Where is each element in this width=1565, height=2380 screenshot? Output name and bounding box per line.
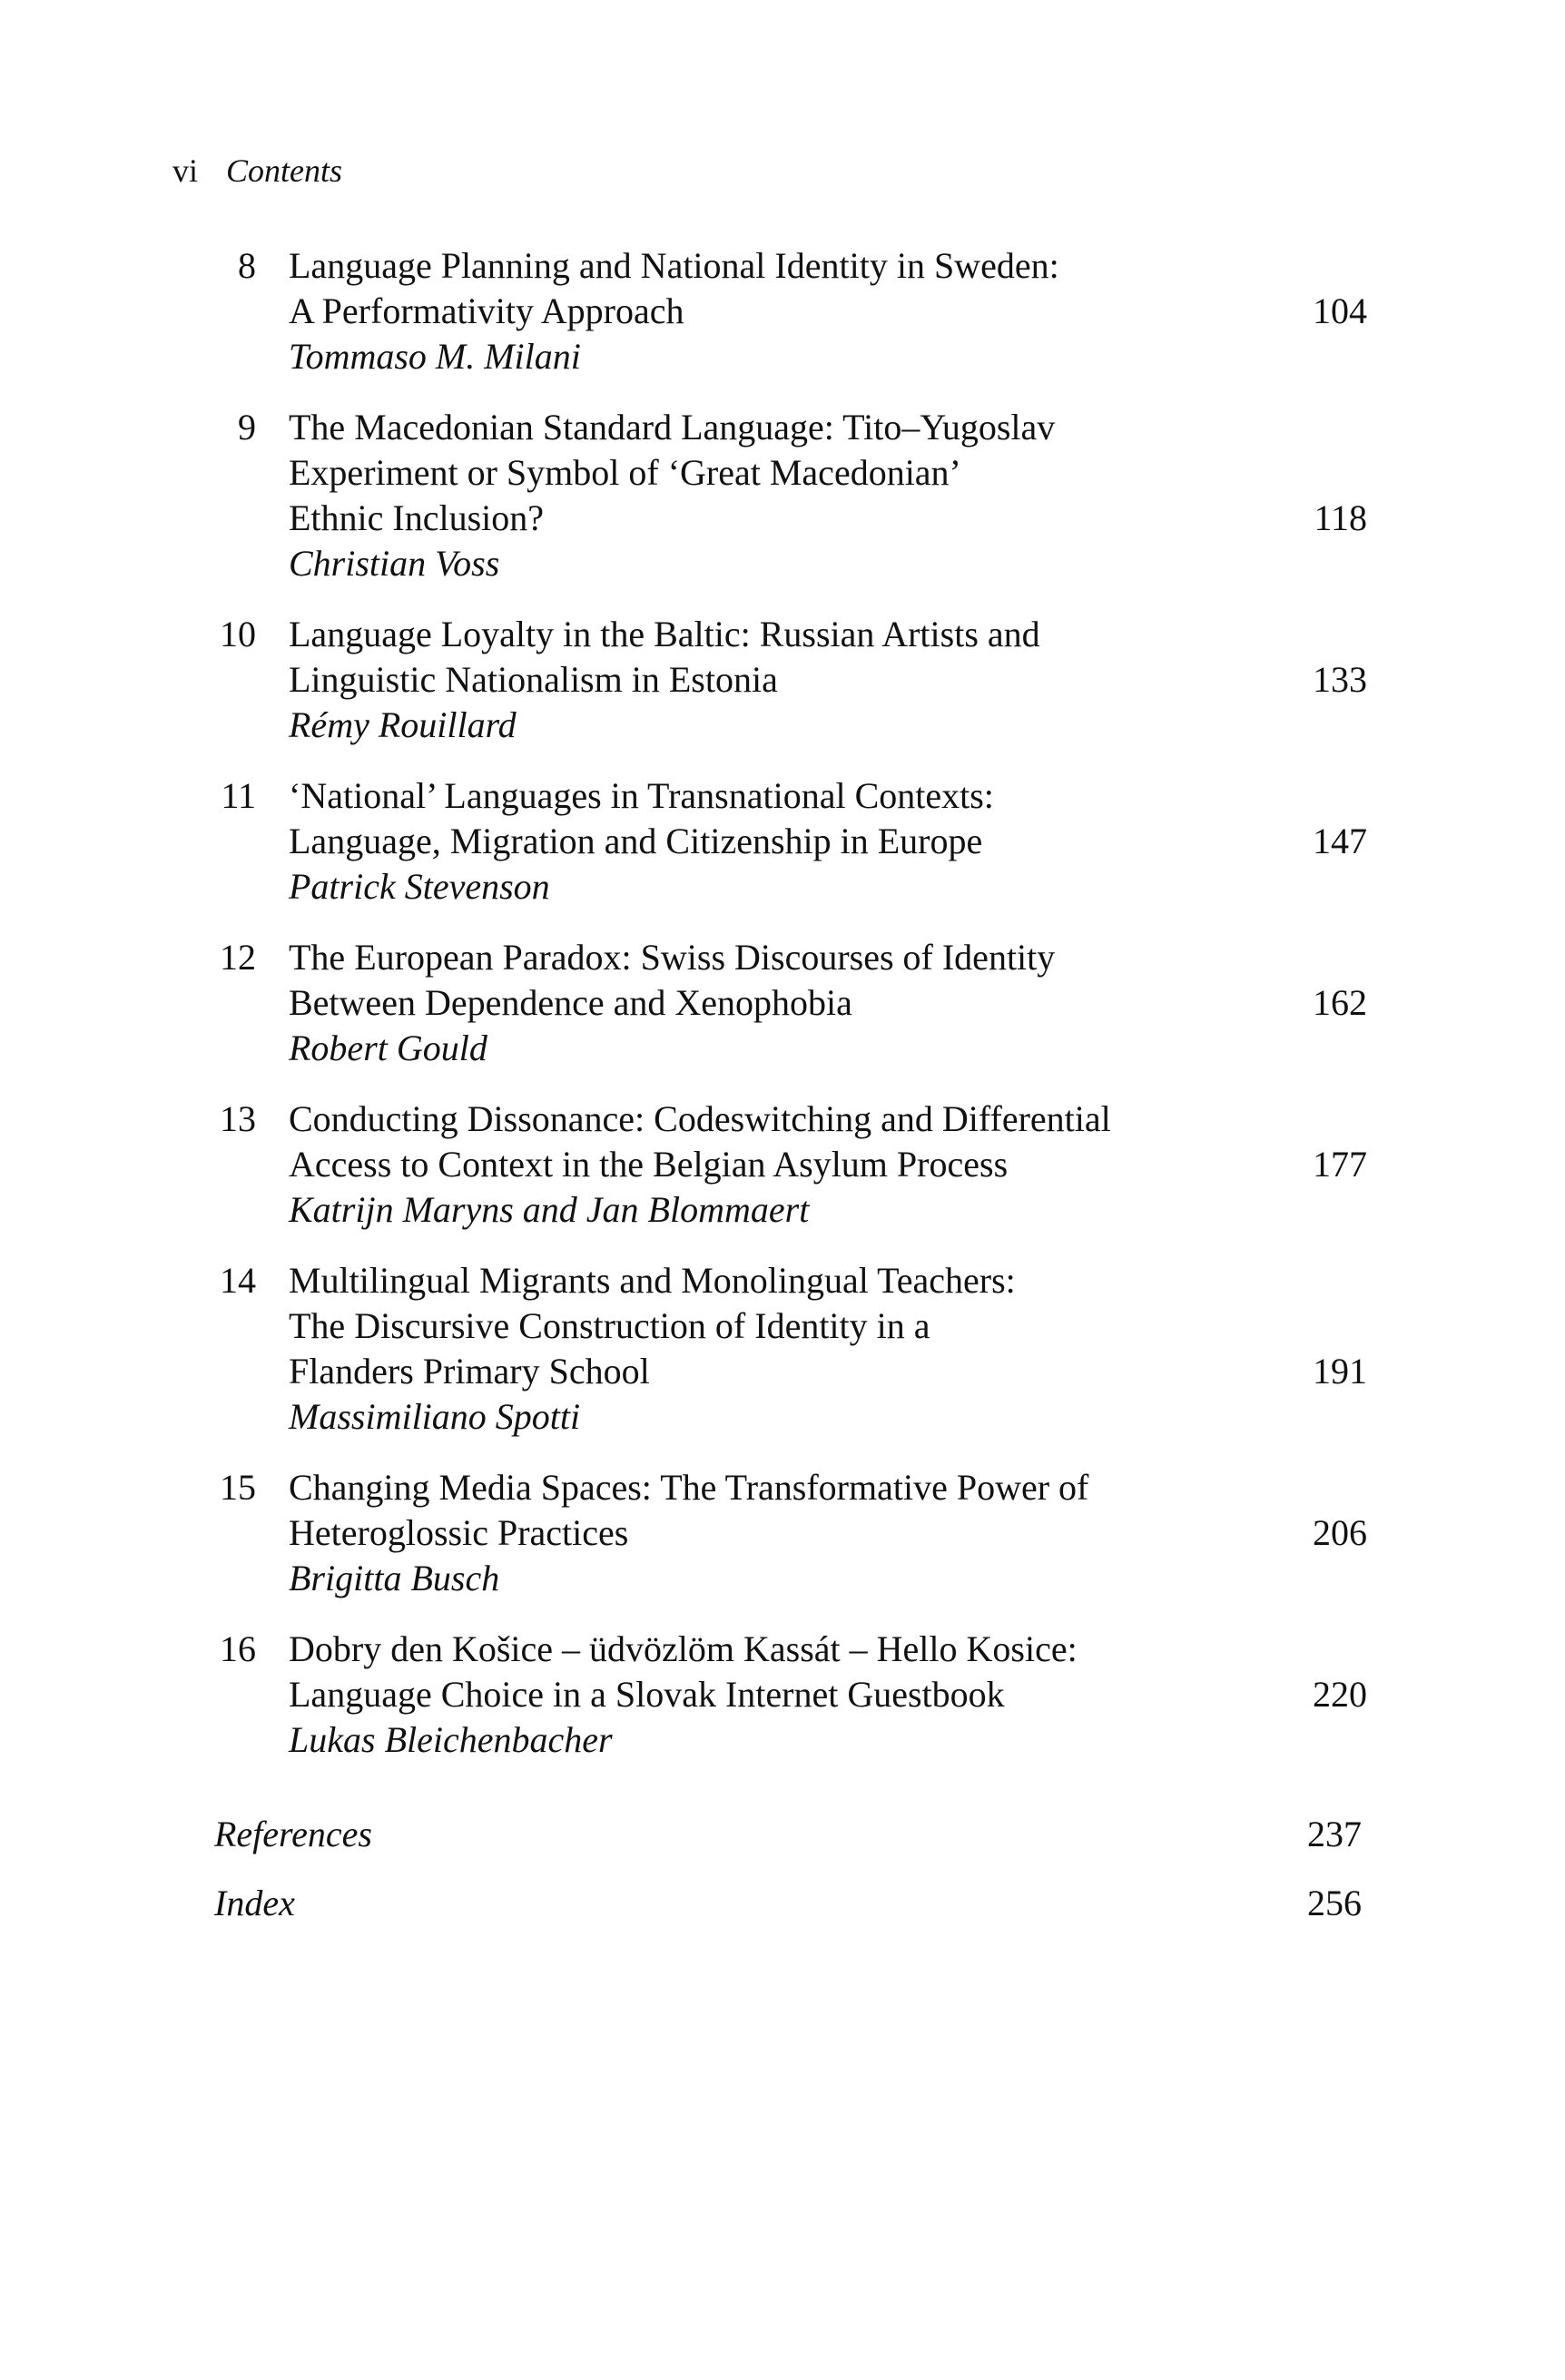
- chapter-title-text: Ethnic Inclusion?: [289, 497, 545, 538]
- chapter-title-text: The Discursive Construction of Identity in a: [289, 1305, 930, 1346]
- chapter-title-line: [289, 450, 1206, 496]
- chapter-title-text: Heteroglossic Practices: [289, 1512, 629, 1553]
- chapter-title-text: Conducting Dissonance: Codeswitching and Differential: [289, 1098, 1111, 1139]
- chapter-number: 15: [220, 1467, 256, 1508]
- chapter-page-number: 104: [1313, 290, 1367, 331]
- chapter-title-text: The European Paradox: Swiss Discourses of Identity: [289, 937, 1056, 978]
- chapter-number: 14: [220, 1260, 256, 1301]
- chapter-title-line: [289, 289, 1367, 334]
- toc-entry: [0, 935, 1565, 1071]
- backmatter-label: References: [214, 1814, 372, 1854]
- chapter-author: Massimiliano Spotti: [289, 1396, 581, 1437]
- chapter-title-line: [289, 819, 1367, 864]
- toc-entry: [0, 612, 1565, 748]
- backmatter-row: [0, 1812, 1565, 1881]
- toc-entry: [0, 243, 1565, 379]
- chapter-title-line: [289, 1465, 1206, 1510]
- chapter-author: Lukas Bleichenbacher: [289, 1719, 613, 1760]
- chapter-number: 8: [238, 245, 256, 286]
- chapter-body: [289, 773, 1367, 910]
- backmatter-page-number: 256: [1307, 1883, 1362, 1923]
- toc-entry: [0, 405, 1565, 586]
- chapter-title-text: Changing Media Spaces: The Transformative Power of: [289, 1467, 1089, 1508]
- chapter-author: Christian Voss: [289, 543, 500, 584]
- chapter-title-text: Multilingual Migrants and Monolingual Teachers:: [289, 1260, 1016, 1301]
- chapter-title-text: Between Dependence and Xenophobia: [289, 982, 852, 1023]
- page-folio: vi: [172, 152, 199, 189]
- chapter-author: Katrijn Maryns and Jan Blommaert: [289, 1189, 810, 1230]
- chapter-page-number: 220: [1313, 1674, 1367, 1715]
- chapter-title-text: ‘National’ Languages in Transnational Contexts:: [289, 775, 994, 816]
- chapter-title-line: [289, 1303, 1206, 1349]
- chapter-body: [289, 243, 1367, 379]
- chapter-page-number: 177: [1313, 1144, 1367, 1185]
- chapter-title-line: [289, 405, 1206, 450]
- chapter-page-number: 147: [1313, 821, 1367, 861]
- chapter-author: Brigitta Busch: [289, 1558, 500, 1598]
- chapter-author: Tommaso M. Milani: [289, 336, 581, 377]
- chapter-title-line: [289, 773, 1206, 819]
- chapter-title-text: Language Planning and National Identity in Sweden:: [289, 245, 1059, 286]
- chapter-body: [289, 1465, 1367, 1601]
- chapter-number: 16: [220, 1628, 256, 1669]
- chapter-title-line: [289, 1510, 1367, 1556]
- toc-entry: [0, 1258, 1565, 1440]
- chapter-title-text: The Macedonian Standard Language: Tito–Yugoslav: [289, 407, 1056, 447]
- chapter-page-number: 133: [1313, 659, 1367, 700]
- chapter-body: [289, 1627, 1367, 1763]
- chapter-body: [289, 405, 1367, 586]
- backmatter-label: Index: [214, 1883, 295, 1923]
- toc-entry: [0, 1097, 1565, 1233]
- chapter-title-text: Language Loyalty in the Baltic: Russian Artists and: [289, 614, 1040, 654]
- chapter-title-text: Language, Migration and Citizenship in Europe: [289, 821, 983, 861]
- chapter-title-text: Access to Context in the Belgian Asylum Process: [289, 1144, 1009, 1185]
- backmatter-list: [0, 1812, 1565, 1950]
- chapter-title-line: [289, 1672, 1367, 1717]
- chapter-number: 12: [220, 937, 256, 978]
- chapter-title-text: Experiment or Symbol of ‘Great Macedonian’: [289, 452, 961, 493]
- chapter-body: [289, 1258, 1367, 1440]
- chapter-title-line: [289, 243, 1206, 289]
- chapter-page-number: 162: [1313, 982, 1367, 1023]
- running-head-title: Contents: [226, 152, 343, 189]
- chapter-title-text: Dobry den Košice – üdvözlöm Kassát – Hello Kosice:: [289, 1628, 1078, 1669]
- chapter-title-text: Flanders Primary School: [289, 1351, 650, 1392]
- chapter-number: 11: [221, 775, 256, 816]
- running-head: [172, 151, 342, 191]
- chapter-body: [289, 935, 1367, 1071]
- chapter-title-line: [289, 1142, 1367, 1187]
- chapter-title-line: [289, 1097, 1206, 1142]
- chapter-title-line: [289, 1349, 1367, 1394]
- backmatter-page-number: 237: [1307, 1814, 1362, 1854]
- toc-entry: [0, 1465, 1565, 1601]
- chapter-title-line: [289, 935, 1206, 980]
- chapter-body: [289, 1097, 1367, 1233]
- chapter-title-line: [289, 1258, 1206, 1303]
- chapter-page-number: 118: [1314, 497, 1367, 538]
- chapter-page-number: 206: [1313, 1512, 1367, 1553]
- chapter-title-line: [289, 1627, 1206, 1672]
- chapter-title-text: Language Choice in a Slovak Internet Guestbook: [289, 1674, 1005, 1715]
- toc-entry: [0, 773, 1565, 910]
- chapter-title-line: [289, 612, 1206, 657]
- backmatter-row: [0, 1881, 1565, 1950]
- chapter-title-text: Linguistic Nationalism in Estonia: [289, 659, 778, 700]
- chapter-number: 13: [220, 1098, 256, 1139]
- chapter-title-line: [289, 496, 1367, 541]
- chapter-body: [289, 612, 1367, 748]
- chapter-title-text: A Performativity Approach: [289, 290, 684, 331]
- chapter-title-line: [289, 980, 1367, 1026]
- toc-entry: [0, 1627, 1565, 1763]
- chapter-author: Patrick Stevenson: [289, 866, 550, 907]
- chapter-page-number: 191: [1313, 1351, 1367, 1392]
- chapter-author: Robert Gould: [289, 1028, 487, 1068]
- table-of-contents: [0, 243, 1565, 1788]
- chapter-number: 10: [220, 614, 256, 654]
- chapter-title-line: [289, 657, 1367, 703]
- chapter-author: Rémy Rouillard: [289, 704, 517, 745]
- chapter-number: 9: [238, 407, 256, 447]
